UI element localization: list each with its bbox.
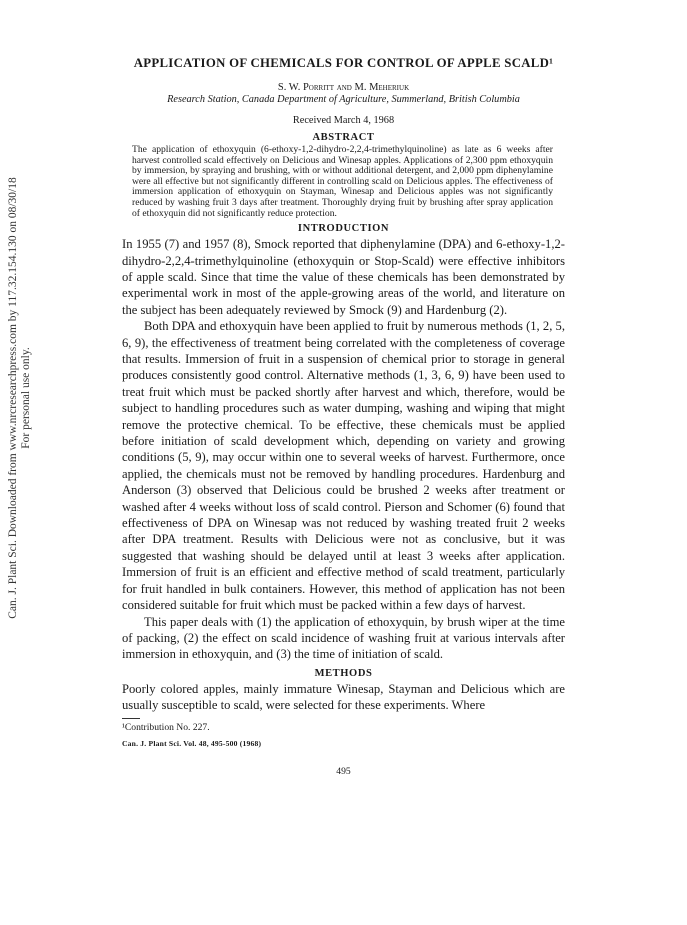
article-page: [122, 52, 565, 777]
author-affiliation: Research Station, Canada Department of Agriculture, Summerland, British Columbia: [167, 94, 520, 105]
watermark-line-2: For personal use only.: [20, 347, 32, 449]
methods-heading: METHODS: [314, 667, 373, 679]
methods-paragraph-1: Poorly colored apples, mainly immature Winesap, Stayman and Delicious which are usually susceptible to scald, were selected for these experiments. Where: [122, 681, 565, 713]
intro-paragraph-2: Both DPA and ethoxyquin have been applied to fruit by numerous methods (1, 2, 5, 6, 9), the effectiveness of treatment being correlated with the completeness of coverage that results. Immersion of fruit in a suspension of chemical prior to storage in general produces consistently good control. Alternative methods (1, 3, 6, 9) have been used to treat fruit which must be packed shortly after harvest and which, therefore, would be subject to handling procedures such as water dumping, washing and wiping that might remove the protective chemical. To be effective, these chemicals must be applied before initiation of scald development which, depending on variety and growing conditions (5, 9), may occur within one to several weeks of harvest. Furthermore, once applied, the chemicals must not be removed by handling procedures. Hardenburg and Anderson (3) observed that Delicious could be brushed 2 weeks after treatment or washed after 4 weeks without loss of scald control. Pierson and Schomer (6) found that effectiveness of DPA on Winesap was not reduced by washing treated fruit 2 weeks after DPA treatment. Results with Delicious were not as conclusive, but it was suggested that washing should be delayed until at least 3 weeks after application. Immersion of fruit is an efficient and effective method of scald treatment, particularly for fruit handled in bulk containers. However, this method of application has not been considered suitable for fruit which must be packed within a few days of harvest.: [122, 319, 565, 613]
footnote: ¹Contribution No. 227.: [122, 721, 210, 733]
received-date: Received March 4, 1968: [292, 115, 395, 126]
introduction-body: [122, 236, 565, 663]
introduction-heading: INTRODUCTION: [297, 223, 390, 235]
download-watermark: [7, 163, 33, 633]
watermark-line-1: Can. J. Plant Sci. Downloaded from www.nrcresearchpress.com by 117.32.154.130 on 08/30/18: [7, 177, 19, 619]
article-authors: S. W. Porritt and M. Meheriuk: [277, 82, 410, 93]
article-title: APPLICATION OF CHEMICALS FOR CONTROL OF APPLE SCALD¹: [133, 56, 554, 70]
methods-body: [122, 681, 565, 714]
intro-paragraph-1: In 1955 (7) and 1957 (8), Smock reported that diphenylamine (DPA) and 6-ethoxy-1,2-dihydro-2,2,4-trimethylquinoline (ethoxyquin or Stop-Scald) were effective inhibitors of apple scald. Since that time the value of these chemicals has been demonstrated by experimental work in most of the apple-growing areas of the world, and literature on the subject has been adequately reviewed by Smock (9) and Hardenburg (2).: [122, 237, 565, 317]
journal-citation: Can. J. Plant Sci. Vol. 48, 495-500 (1968): [122, 738, 262, 748]
footnote-divider: [122, 718, 140, 719]
page-number: 495: [336, 765, 351, 777]
abstract-heading: ABSTRACT: [312, 132, 375, 143]
intro-paragraph-3: This paper deals with (1) the application of ethoxyquin, by brush wiper at the time of packing, (2) the effect on scald incidence of washing fruit at various intervals after immersion in ethoxyquin, and (3) the time of initiation of scald.: [122, 614, 565, 662]
abstract-text: The application of ethoxyquin (6-ethoxy-1,2-dihydro-2,2,4-trimethylquinoline) as late as 6 weeks after harvest controlled scald effectively on Delicious and Winesap apples. Applications of 2,300 ppm ethoxyquin by immersion, by spraying and brushing, with or without additional detergent, and 2,000 ppm diphenylamine were all effective but not significantly different in controlling scald on Delicious apples. The effectiveness of immersion application of ethoxyquin on Stayman, Winesap and Delicious apples was not significantly reduced by washing fruit 3 days after treatment. Thoroughly drying fruit by brushing after spray application of ethoxyquin did not significantly reduce protection.: [132, 144, 553, 219]
